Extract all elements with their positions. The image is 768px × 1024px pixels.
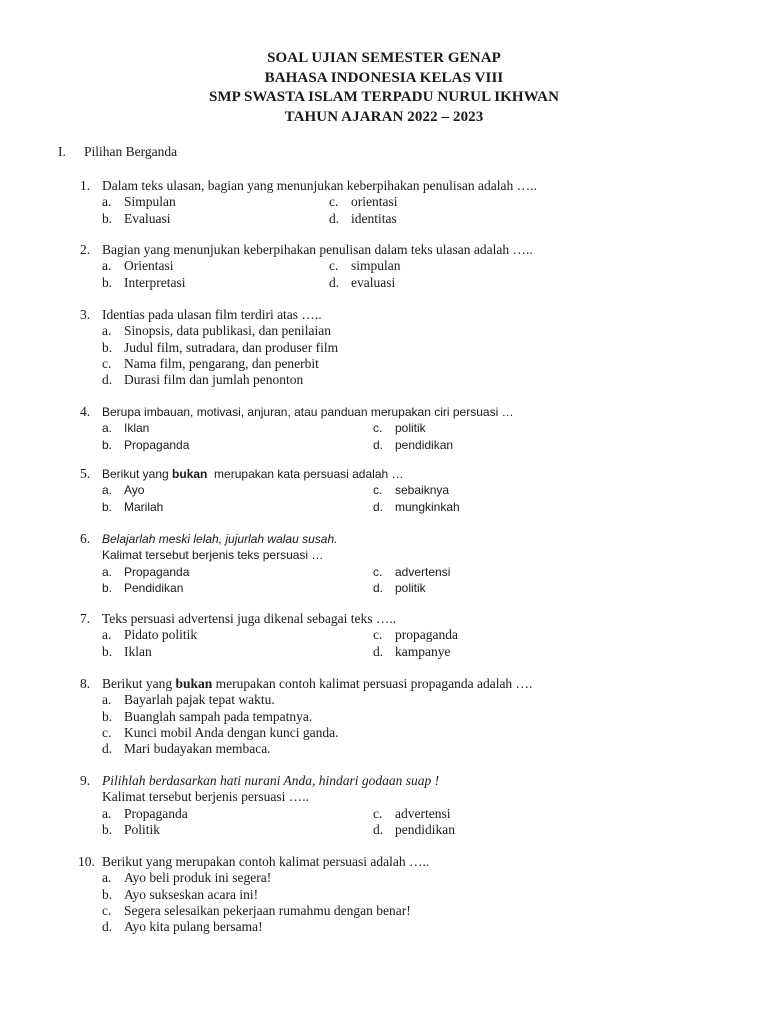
section-number: I. — [58, 144, 66, 159]
option-letter: d. — [373, 499, 384, 514]
option-letter: c. — [102, 355, 112, 371]
option-letter: a. — [102, 564, 113, 579]
option-text: Ayo kita pulang bersama! — [124, 919, 263, 935]
question-10 — [78, 854, 718, 935]
option-text: orientasi — [351, 194, 398, 210]
question-text: Teks persuasi advertensi juga dikenal sebagai teks ….. — [102, 611, 397, 626]
option-text: propaganda — [395, 627, 458, 643]
option-b — [102, 275, 329, 291]
option-text: Evaluasi — [124, 210, 171, 226]
option-text: Ayo beli produk ini segera! — [124, 870, 272, 886]
option-a — [102, 692, 720, 708]
option-letter: d. — [329, 274, 340, 290]
option-c — [373, 564, 720, 580]
options — [102, 323, 720, 388]
option-c — [373, 420, 720, 436]
question-text: Berikut yang bukan merupakan contoh kalimat persuasi propaganda adalah …. — [102, 676, 533, 691]
options — [102, 870, 718, 935]
option-b — [102, 644, 373, 660]
options — [102, 627, 720, 660]
option-text: Kunci mobil Anda dengan kunci ganda. — [124, 724, 339, 740]
option-text: advertensi — [395, 805, 451, 821]
option-a — [102, 627, 373, 643]
option-d — [102, 372, 720, 388]
emphasis-bukan: bukan — [175, 676, 213, 691]
option-letter: b. — [102, 580, 113, 595]
option-b — [102, 822, 373, 838]
option-letter: a. — [102, 627, 112, 643]
option-text: Iklan — [124, 643, 152, 659]
question-number: 2. — [80, 242, 91, 257]
option-text: Nama film, pengarang, dan penerbit — [124, 355, 319, 371]
options — [102, 482, 720, 515]
option-letter: c. — [373, 805, 383, 821]
question-text: Berupa imbauan, motivasi, anjuran, atau panduan merupakan ciri persuasi … — [102, 405, 514, 419]
question-number: 5. — [80, 466, 91, 481]
option-text: Pendidikan — [124, 580, 184, 595]
option-text: sebaiknya — [395, 483, 450, 498]
option-d — [102, 919, 718, 935]
question-text: Bagian yang menunjukan keberpihakan penulisan dalam teks ulasan adalah ….. — [102, 242, 533, 257]
question-text: Berikut yang bukan merupakan kata persuasi adalah … — [102, 467, 404, 481]
option-text: identitas — [351, 210, 397, 226]
option-text: Propaganda — [124, 437, 190, 452]
question-text: Dalam teks ulasan, bagian yang menunjukan keberpihakan penulisan adalah ….. — [102, 178, 537, 193]
option-letter: d. — [373, 580, 384, 595]
option-a — [102, 258, 329, 274]
question-number: 10. — [78, 854, 95, 869]
option-b — [102, 437, 373, 453]
option-c — [102, 356, 720, 372]
option-letter: a. — [102, 870, 112, 886]
school-name: SMP SWASTA ISLAM TERPADU NURUL IKHWAN — [208, 89, 559, 105]
option-letter: a. — [102, 258, 112, 274]
options — [102, 420, 720, 453]
subject-title: BAHASA INDONESIA KELAS VIII — [264, 69, 504, 86]
question-number: 8. — [80, 676, 91, 691]
question-number: 3. — [80, 307, 91, 322]
option-a — [102, 806, 373, 822]
option-text: Ayo sukseskan acara ini! — [124, 886, 259, 902]
option-text: pendidikan — [395, 821, 455, 837]
question-6 — [80, 531, 720, 596]
option-letter: b. — [102, 274, 113, 290]
exam-header — [0, 49, 768, 127]
options — [102, 258, 720, 291]
option-letter: c. — [373, 483, 383, 498]
option-d — [373, 644, 720, 660]
option-c — [102, 903, 718, 919]
option-letter: d. — [102, 919, 113, 935]
question-text: Identias pada ulasan film terdiri atas ….. — [102, 307, 322, 322]
question-number: 1. — [80, 178, 91, 193]
option-d — [373, 580, 720, 596]
option-text: mungkinkah — [395, 499, 460, 514]
option-c — [373, 627, 720, 643]
option-letter: d. — [329, 210, 340, 226]
option-a — [102, 482, 373, 498]
option-text: Judul film, sutradara, dan produser film — [124, 339, 339, 355]
option-a — [102, 420, 373, 436]
option-d — [373, 822, 720, 838]
option-c — [373, 806, 720, 822]
option-letter: c. — [102, 724, 112, 740]
example-sentence: Belajarlah meski lelah, jujurlah walau susah. — [102, 532, 338, 546]
option-letter: c. — [329, 194, 339, 210]
option-letter: a. — [102, 194, 112, 210]
question-8 — [80, 676, 720, 757]
question-number: 7. — [80, 611, 91, 626]
question-3 — [80, 307, 720, 388]
academic-year: TAHUN AJARAN 2022 – 2023 — [284, 108, 484, 125]
options — [102, 564, 720, 597]
option-text: Durasi film dan jumlah penonton — [124, 372, 304, 388]
option-b — [102, 580, 373, 596]
option-letter: d. — [373, 643, 384, 659]
option-letter: b. — [102, 708, 113, 724]
option-a — [102, 564, 373, 580]
option-letter: a. — [102, 483, 113, 498]
option-letter: b. — [102, 643, 113, 659]
option-d — [373, 499, 720, 515]
option-c — [102, 725, 720, 741]
option-letter: b. — [102, 437, 113, 452]
question-5 — [80, 466, 720, 515]
question-number: 9. — [80, 773, 91, 788]
option-c — [373, 482, 720, 498]
option-text: simpulan — [351, 258, 401, 274]
option-letter: c. — [329, 258, 339, 274]
question-4 — [80, 404, 720, 453]
option-letter: a. — [102, 323, 112, 339]
option-text: Politik — [124, 821, 161, 837]
option-c — [329, 194, 720, 210]
options — [102, 806, 720, 839]
option-a — [102, 194, 329, 210]
question-7 — [80, 611, 720, 660]
question-number: 4. — [80, 404, 91, 419]
option-text: Mari budayakan membaca. — [124, 741, 271, 757]
question-9 — [80, 773, 720, 838]
options — [102, 692, 720, 757]
question-text: Kalimat tersebut berjenis teks persuasi … — [102, 548, 324, 563]
option-text: Propaganda — [124, 564, 190, 579]
option-letter: b. — [102, 210, 113, 226]
option-letter: d. — [102, 741, 113, 757]
option-b — [102, 709, 720, 725]
option-a — [102, 323, 720, 339]
question-1 — [80, 178, 720, 227]
option-text: Marilah — [124, 499, 164, 514]
option-letter: a. — [102, 421, 113, 436]
option-d — [329, 211, 720, 227]
option-letter: d. — [102, 372, 113, 388]
option-letter: c. — [373, 564, 383, 579]
option-text: Ayo — [124, 483, 145, 498]
option-d — [102, 741, 720, 757]
option-letter: a. — [102, 692, 112, 708]
option-b — [102, 340, 720, 356]
question-text: Kalimat tersebut berjenis persuasi ….. — [102, 789, 309, 805]
option-text: Sinopsis, data publikasi, dan penilaian — [124, 323, 331, 339]
option-letter: b. — [102, 886, 113, 902]
option-letter: d. — [373, 821, 384, 837]
question-number: 6. — [80, 531, 91, 546]
option-letter: a. — [102, 805, 112, 821]
option-letter: c. — [373, 421, 383, 436]
section-heading — [58, 144, 177, 160]
option-text: kampanye — [395, 643, 451, 659]
option-text: Orientasi — [124, 258, 174, 274]
option-b — [102, 887, 718, 903]
option-letter: c. — [102, 902, 112, 918]
option-b — [102, 499, 373, 515]
option-d — [329, 275, 720, 291]
option-text: advertensi — [395, 564, 451, 579]
option-text: Segera selesaikan pekerjaan rumahmu dengan benar! — [124, 902, 411, 918]
option-d — [373, 437, 720, 453]
option-c — [329, 258, 720, 274]
option-letter: c. — [373, 627, 383, 643]
option-text: politik — [395, 421, 426, 436]
option-letter: b. — [102, 499, 113, 514]
option-text: evaluasi — [351, 274, 396, 290]
option-text: Iklan — [124, 421, 150, 436]
option-text: Pidato politik — [124, 627, 198, 643]
option-letter: b. — [102, 339, 113, 355]
question-text: Berikut yang merupakan contoh kalimat persuasi adalah ….. — [102, 854, 430, 869]
options — [102, 194, 720, 227]
section-title: Pilihan Berganda — [84, 144, 178, 159]
question-2 — [80, 242, 720, 291]
option-text: Bayarlah pajak tepat waktu. — [124, 692, 275, 708]
option-text: Interpretasi — [124, 274, 186, 290]
option-text: pendidikan — [395, 437, 454, 452]
option-text: politik — [395, 580, 426, 595]
option-text: Propaganda — [124, 805, 188, 821]
option-b — [102, 211, 329, 227]
option-letter: d. — [373, 437, 384, 452]
option-a — [102, 870, 718, 886]
option-text: Simpulan — [124, 194, 176, 210]
option-letter: b. — [102, 821, 113, 837]
exam-title: SOAL UJIAN SEMESTER GENAP — [267, 50, 501, 66]
option-text: Buanglah sampah pada tempatnya. — [124, 708, 313, 724]
emphasis-bukan: bukan — [172, 467, 208, 481]
example-sentence: Pilihlah berdasarkan hati nurani Anda, hindari godaan suap ! — [102, 773, 440, 788]
